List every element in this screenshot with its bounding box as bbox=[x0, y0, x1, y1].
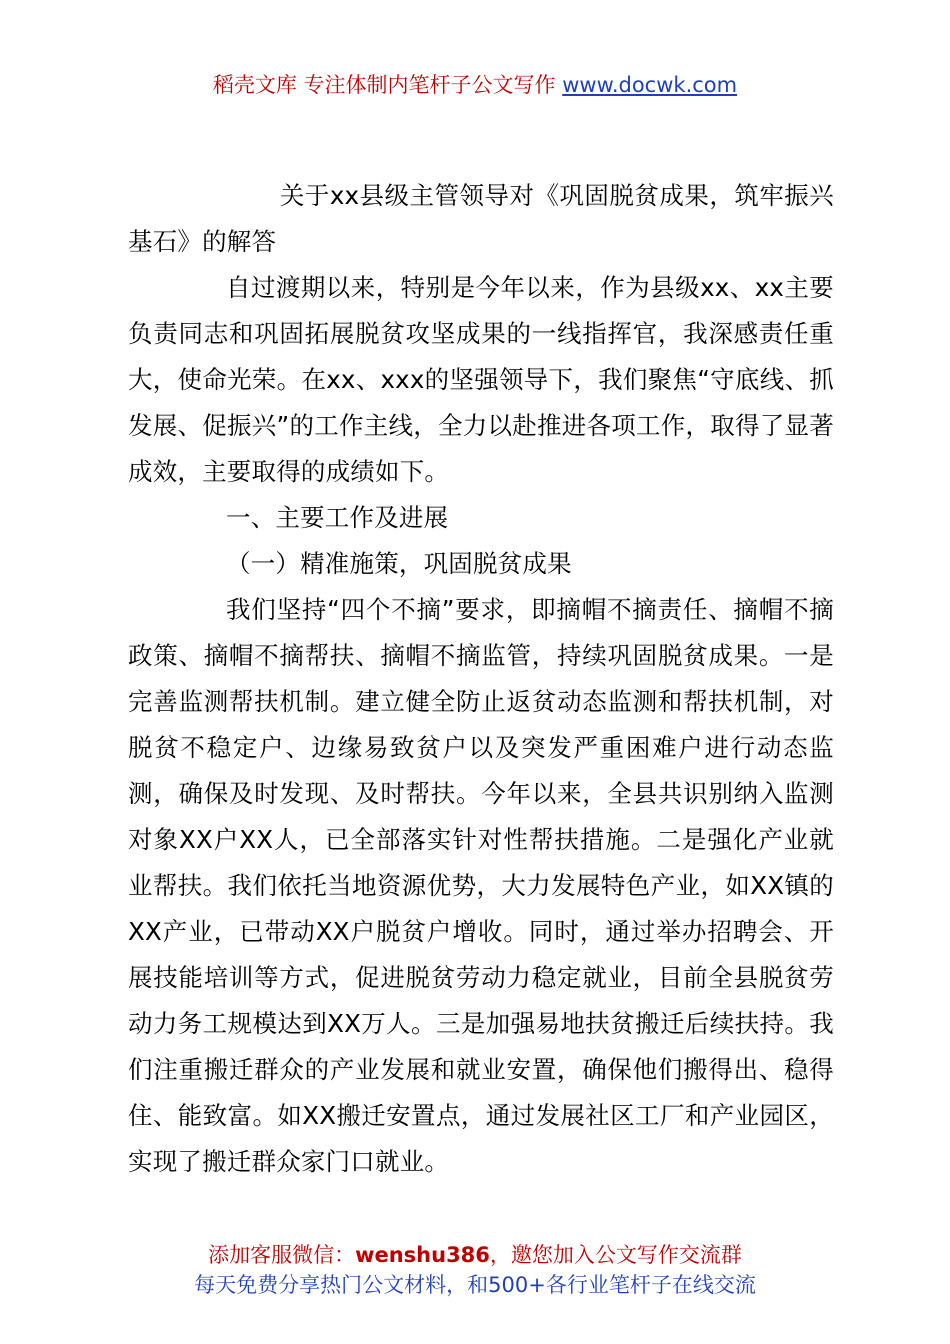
paragraph-details: 我们坚持“四个不摘”要求，即摘帽不摘责任、摘帽不摘政策、摘帽不摘帮扶、摘帽不摘监管，持续巩固脱贫成果。一是完善监测帮扶机制。建立健全防止返贫动态监测和帮扶机制，对脱贫不稳定户、边缘易致贫户以及突发严重困难户进行动态监测，确保及时发现、及时帮扶。今年以来，全县共识别纳入监测对象XX户XX人，已全部落实针对性帮扶措施。二是强化产业就业帮扶。我们依托当地资源优势，大力发展特色产业，如XX镇的XX产业，已带动XX户脱贫户增收。同时，通过举办招聘会、开展技能培训等方式，促进脱贫劳动力稳定就业，目前全县脱贫劳动力务工规模达到XX万人。三是加强易地扶贫搬迁后续扶持。我们注重搬迁群众的产业发展和就业安置，确保他们搬得出、稳得住、能致富。如XX搬迁安置点，通过发展社区工厂和产业园区，实现了搬迁群众家门口就业。 bbox=[128, 595, 834, 1176]
site-link[interactable]: www.docwk.com bbox=[562, 73, 738, 97]
footer-promo-line: 每天免费分享热门公文材料，和500+各行业笔杆子在线交流 bbox=[194, 1273, 756, 1297]
document-title: 关于xx县级主管领导对《巩固脱贫成果，筑牢振兴基石》的解答 bbox=[128, 181, 834, 256]
footer-contact-suffix: ，邀您加入公文写作交流群 bbox=[489, 1243, 742, 1267]
header-brand: 稻壳文库 专注体制内笔杆子公文写作 bbox=[212, 73, 563, 97]
footer-contact-line bbox=[0, 1240, 950, 1270]
footer-contact-prefix: 添加客服微信： bbox=[208, 1243, 356, 1267]
paragraph-intro: 自过渡期以来，特别是今年以来，作为县级xx、xx主要负责同志和巩固拓展脱贫攻坚成果的一线指挥官，我深感责任重大，使命光荣。在xx、xxx的坚强领导下，我们聚焦“守底线、抓发展、促振兴”的工作主线，全力以赴推进各项工作，取得了显著成效，主要取得的成绩如下。 bbox=[128, 273, 834, 486]
document-body bbox=[128, 173, 834, 1185]
page-footer bbox=[0, 1240, 950, 1300]
subsection-heading: （一）精准施策，巩固脱贫成果 bbox=[226, 549, 572, 578]
section-heading: 一、主要工作及进展 bbox=[226, 503, 449, 532]
page-header bbox=[0, 70, 950, 100]
wechat-id: wenshu386 bbox=[355, 1243, 490, 1267]
